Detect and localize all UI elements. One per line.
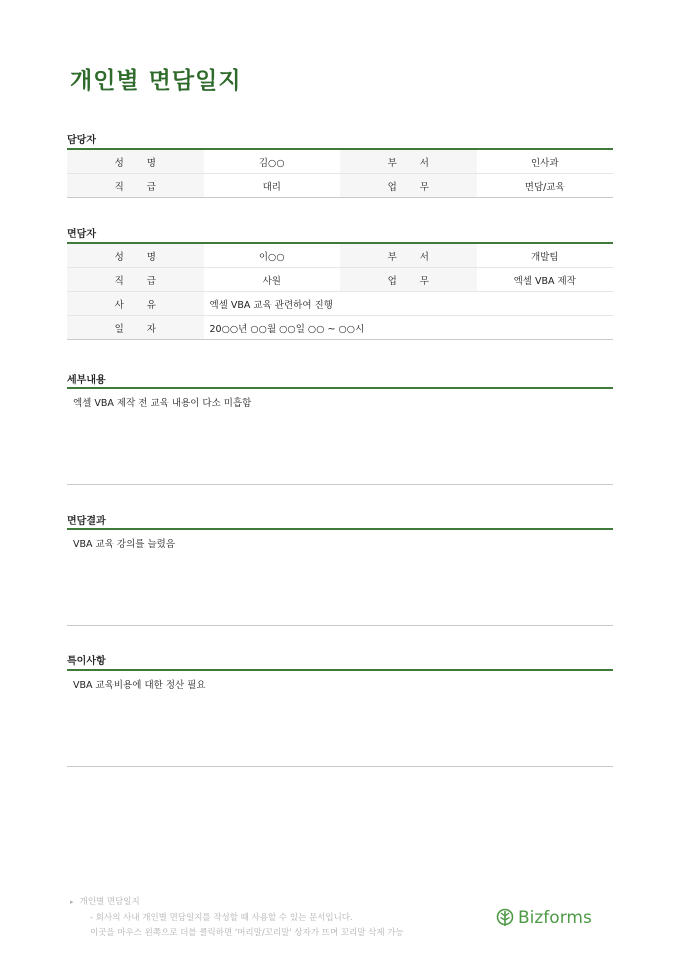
table-row xyxy=(67,292,613,316)
label-cell: 일 자 xyxy=(67,316,204,340)
label-cell: 업 무 xyxy=(340,268,477,292)
footer-title xyxy=(70,895,140,907)
table-row xyxy=(67,268,613,292)
footer-hint: 이곳을 마우스 왼쪽으로 더블 클릭하면 '머리말/꼬리말' 상자가 뜨며 꼬리말 삭제 가능 xyxy=(90,928,404,938)
section-label-result: 면담결과 xyxy=(67,516,106,527)
result-text[interactable]: VBA 교육 강의를 늘렸음 xyxy=(73,539,175,550)
label-cell: 성 명 xyxy=(67,244,204,268)
label-cell: 직 급 xyxy=(67,268,204,292)
value-cell[interactable]: 엑셀 VBA 제작 xyxy=(477,268,614,292)
footer-description: - 회사의 사내 개인별 면담일지를 작성할 때 사용할 수 있는 문서입니다. xyxy=(90,913,353,923)
section-rule xyxy=(67,387,613,389)
section-divider xyxy=(67,766,613,767)
section-rule xyxy=(67,669,613,671)
section-label-manager: 담당자 xyxy=(67,135,96,146)
label-cell: 직 급 xyxy=(67,174,204,198)
logo-text: Bizforms xyxy=(518,908,592,928)
notes-text[interactable]: VBA 교육비용에 대한 정산 필요 xyxy=(73,680,206,691)
label-cell: 성 명 xyxy=(67,150,204,174)
value-cell[interactable]: 김○○ xyxy=(204,150,341,174)
details-text[interactable]: 엑셀 VBA 제작 전 교육 내용이 다소 미흡함 xyxy=(73,398,252,409)
label-cell: 업 무 xyxy=(340,174,477,198)
table-row xyxy=(67,316,613,340)
page-title: 개인별 면담일지 xyxy=(70,68,242,94)
value-cell[interactable]: 인사과 xyxy=(477,150,614,174)
label-cell: 부 서 xyxy=(340,150,477,174)
leaf-icon xyxy=(496,908,514,928)
value-cell[interactable]: 이○○ xyxy=(204,244,341,268)
triangle-bullet-icon: ▸ xyxy=(70,898,74,906)
section-divider xyxy=(67,625,613,626)
value-cell[interactable]: 개발팀 xyxy=(477,244,614,268)
table-row xyxy=(67,150,613,174)
manager-table xyxy=(67,150,613,197)
interviewee-table xyxy=(67,244,613,339)
value-cell[interactable]: 대리 xyxy=(262,181,281,193)
reason-value[interactable]: 엑셀 VBA 교육 관련하여 진행 xyxy=(204,292,614,316)
section-label-details: 세부내용 xyxy=(67,375,106,386)
section-label-notes: 특이사항 xyxy=(67,656,106,667)
value-cell[interactable]: 사원 xyxy=(204,268,341,292)
section-label-interviewee: 면담자 xyxy=(67,229,96,240)
bizforms-logo[interactable] xyxy=(496,908,592,928)
date-value[interactable]: 20○○년 ○○월 ○○일 ○○ ~ ○○시 xyxy=(209,323,365,335)
footer-title-text: 개인별 면담일지 xyxy=(79,897,140,907)
label-cell: 사 유 xyxy=(67,292,204,316)
section-rule xyxy=(67,528,613,530)
table-row xyxy=(67,174,613,198)
section-divider xyxy=(67,197,613,198)
section-divider xyxy=(67,339,613,340)
value-cell[interactable]: 면담/교육 xyxy=(524,181,565,193)
label-cell: 부 서 xyxy=(340,244,477,268)
table-row xyxy=(67,244,613,268)
section-divider xyxy=(67,484,613,485)
